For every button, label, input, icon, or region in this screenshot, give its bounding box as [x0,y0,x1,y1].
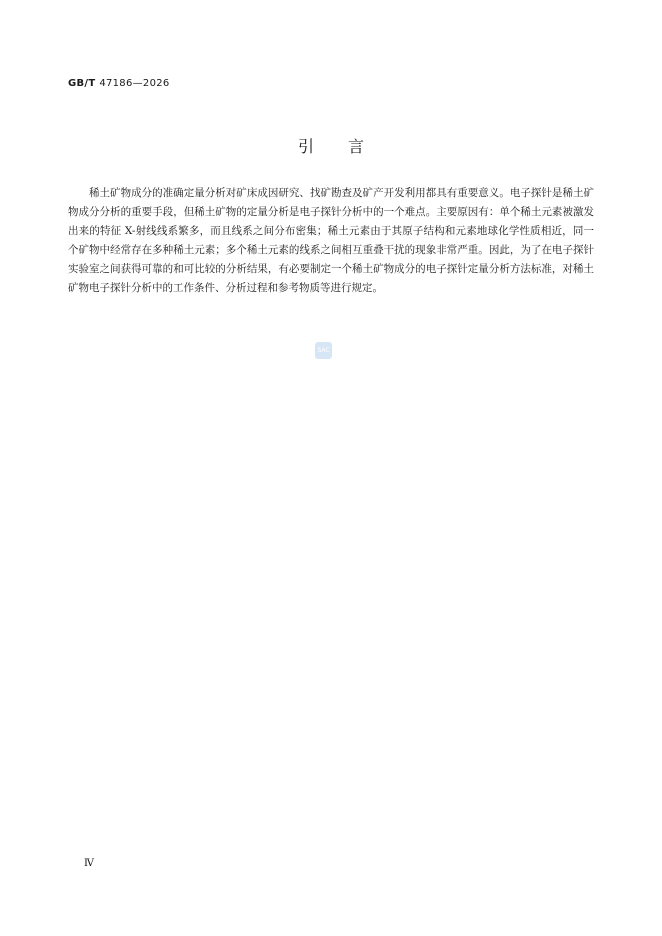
standard-prefix: GB/T [68,78,96,89]
standard-code [68,78,170,89]
watermark-text: SAC [317,347,330,354]
watermark-logo-icon [315,342,332,359]
section-title: 引言 [297,137,398,156]
page-number: Ⅳ [84,858,94,869]
standard-number: 47186—2026 [99,78,170,89]
introduction-paragraph: 稀土矿物成分的准确定量分析对矿床成因研究、找矿勘查及矿产开发利用都具有重要意义。电子探针是稀土矿物成分分析的重要手段，但稀土矿物的定量分析是电子探针分析中的一个难点。主要原因有：单个稀土元素被激发出来的特征 X-射线线系繁多，而且线系之间分布密集；稀土元素由于其原子结构和元素地球化学性质相近，同一个矿物中经常存在多种稀土元素；多个稀土元素的线系之间相互重叠干扰的现象非常严重。因此，为了在电子探针实验室之间获得可靠的和可比较的分析结果，有必要制定一个稀土矿物成分的电子探针定量分析方法标准，对稀土矿物电子探针分析中的工作条件、分析过程和参考物质等进行规定。 [68,187,594,294]
